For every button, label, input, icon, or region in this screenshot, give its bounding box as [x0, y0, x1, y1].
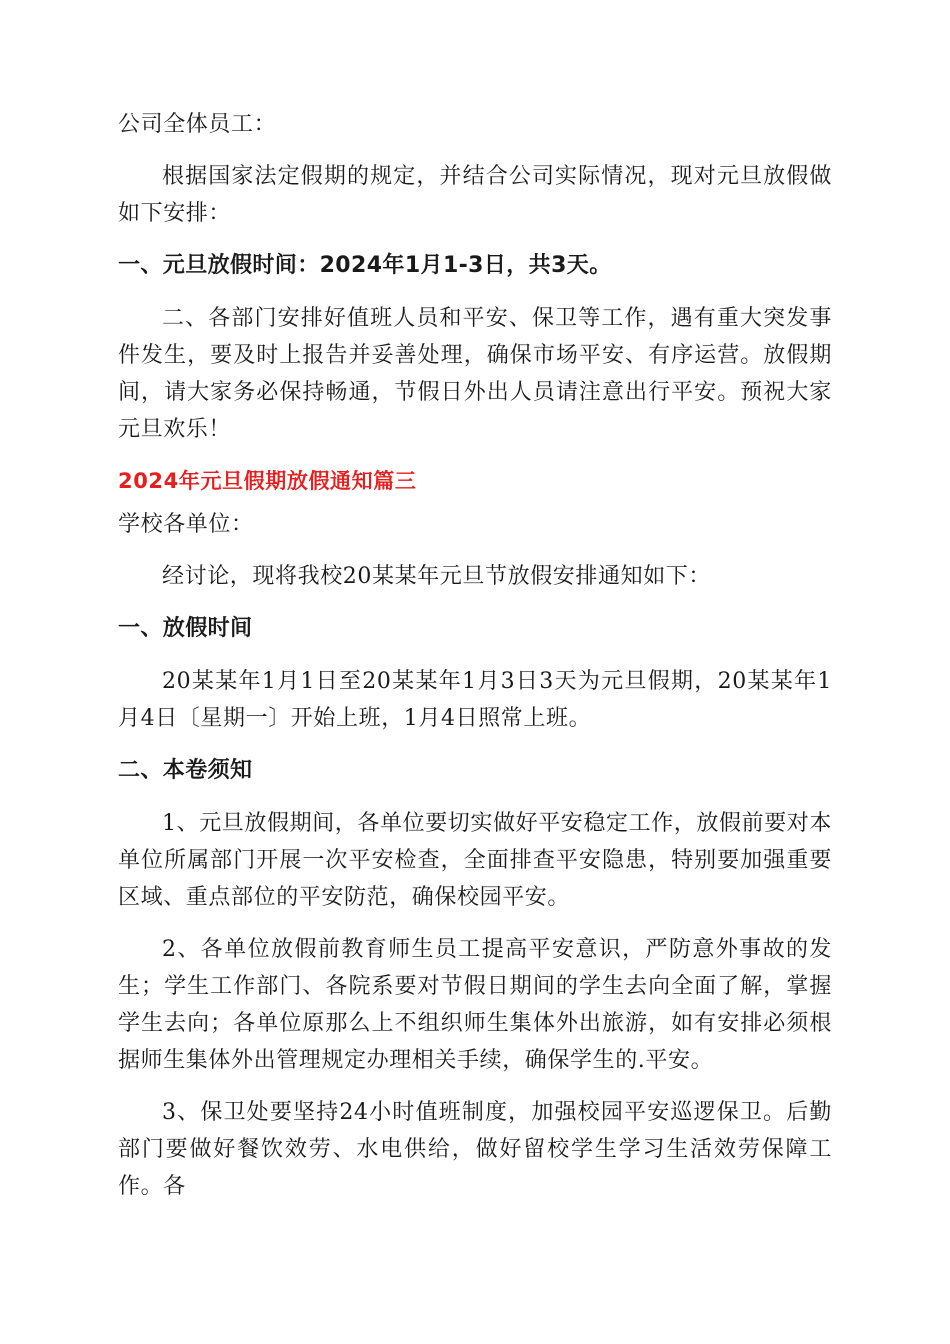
note-3: 3、保卫处要坚持24小时值班制度，加强校园平安巡逻保卫。后勤部门要做好餐饮效劳、水电供给，做好留校学生学习生活效劳保障工作。各	[118, 1100, 832, 1199]
salutation-school: 学校各单位：	[118, 512, 254, 537]
salutation-company: 公司全体员工：	[118, 112, 277, 137]
intro-paragraph: 根据国家法定假期的规定，并结合公司实际情况，现对元旦放假做如下安排：	[118, 164, 832, 226]
schedule-paragraph: 20某某年1月1日至20某某年1月3日3天为元旦假期，20某某年1月4日〔星期一〕开始上班，1月4日照常上班。	[118, 669, 832, 731]
schedule-heading: 一、放假时间	[118, 616, 253, 641]
holiday-time-heading: 一、元旦放假时间：2024年1月1-3日，共3天。	[118, 253, 612, 278]
note-1: 1、元旦放假期间，各单位要切实做好平安稳定工作，放假前要对本单位所属部门开展一次平安检查，全面排查平安隐患，特别要加强重要区域、重点部位的平安防范，确保校园平安。	[118, 811, 832, 910]
section-title: 2024年元旦假期放假通知篇三	[118, 469, 417, 493]
notes-heading: 二、本卷须知	[118, 758, 253, 783]
duty-paragraph: 二、各部门安排好值班人员和平安、保卫等工作，遇有重大突发事件发生，要及时上报告并妥善处理，确保市场平安、有序运营。放假期间，请大家务必保持畅通，节假日外出人员请注意出行平安。预祝大家元旦欢乐！	[118, 306, 832, 442]
note-2: 2、各单位放假前教育师生员工提高平安意识，严防意外事故的发生；学生工作部门、各院系要对节假日期间的学生去向全面了解，掌握学生去向；各单位原那么上不组织师生集体外出旅游，如有安排必须根据师生集体外出管理规定办理相关手续，确保学生的.平安。	[118, 937, 832, 1073]
notice-intro: 经讨论，现将我校20某某年元旦节放假安排通知如下：	[162, 564, 711, 589]
